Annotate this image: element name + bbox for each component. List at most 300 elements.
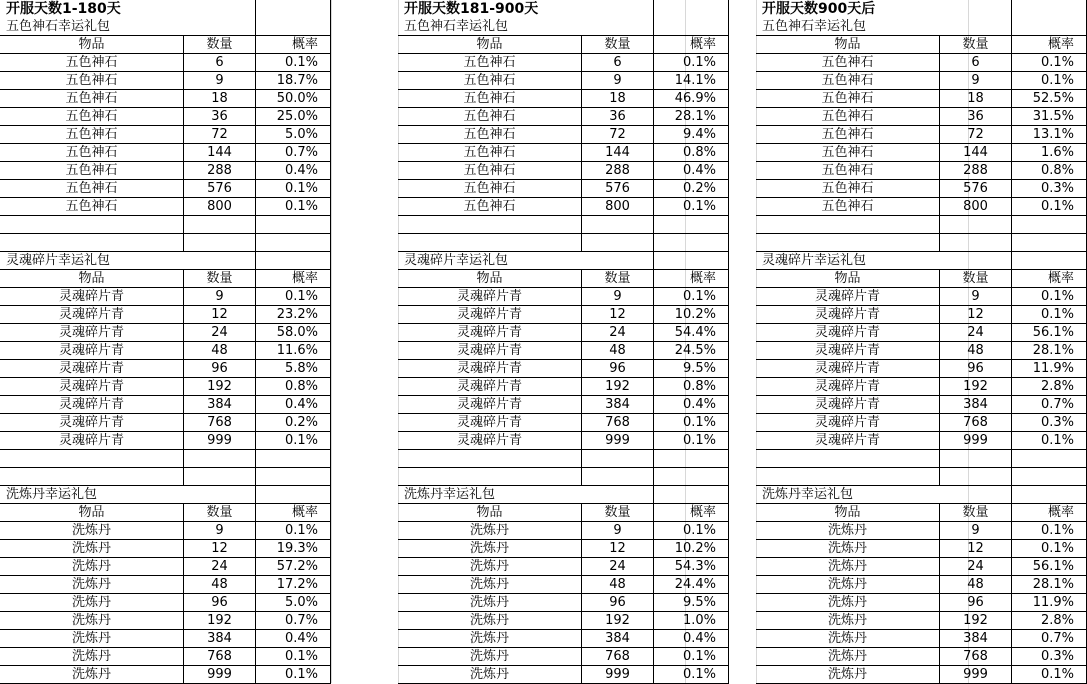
- item-cell[interactable]: 洗炼丹: [398, 558, 582, 576]
- item-cell[interactable]: 灵魂碎片青: [398, 396, 582, 414]
- quantity-cell[interactable]: 384: [582, 630, 654, 648]
- item-cell[interactable]: 五色神石: [0, 108, 184, 126]
- item-cell[interactable]: 洗炼丹: [398, 576, 582, 594]
- probability-cell[interactable]: 0.2%: [654, 180, 729, 198]
- item-cell[interactable]: 灵魂碎片青: [756, 288, 940, 306]
- item-cell[interactable]: 灵魂碎片青: [0, 288, 184, 306]
- quantity-cell[interactable]: 96: [184, 594, 256, 612]
- empty-cell[interactable]: [184, 486, 256, 504]
- probability-cell[interactable]: 11.9%: [1012, 360, 1087, 378]
- header-probability[interactable]: 概率: [654, 504, 729, 522]
- probability-cell[interactable]: 0.3%: [1012, 414, 1087, 432]
- quantity-cell[interactable]: 768: [184, 648, 256, 666]
- quantity-cell[interactable]: 12: [582, 306, 654, 324]
- empty-cell[interactable]: [582, 216, 654, 234]
- item-cell[interactable]: 五色神石: [0, 72, 184, 90]
- quantity-cell[interactable]: 768: [184, 414, 256, 432]
- item-cell[interactable]: 洗炼丹: [756, 594, 940, 612]
- quantity-cell[interactable]: 384: [184, 396, 256, 414]
- section-title[interactable]: 灵魂碎片幸运礼包: [398, 252, 582, 270]
- section-title[interactable]: 灵魂碎片幸运礼包: [0, 252, 184, 270]
- item-cell[interactable]: 五色神石: [398, 90, 582, 108]
- quantity-cell[interactable]: 12: [582, 540, 654, 558]
- empty-cell[interactable]: [940, 18, 1012, 36]
- probability-cell[interactable]: 57.2%: [256, 558, 331, 576]
- quantity-cell[interactable]: 48: [184, 342, 256, 360]
- probability-cell[interactable]: 0.8%: [1012, 162, 1087, 180]
- quantity-cell[interactable]: 12: [940, 306, 1012, 324]
- probability-cell[interactable]: 0.7%: [256, 612, 331, 630]
- probability-cell[interactable]: 0.8%: [256, 378, 331, 396]
- item-cell[interactable]: 灵魂碎片青: [398, 324, 582, 342]
- empty-cell[interactable]: [0, 234, 184, 252]
- header-quantity[interactable]: 数量: [582, 504, 654, 522]
- item-cell[interactable]: 灵魂碎片青: [398, 378, 582, 396]
- quantity-cell[interactable]: 24: [582, 324, 654, 342]
- quantity-cell[interactable]: 48: [582, 342, 654, 360]
- empty-cell[interactable]: [256, 252, 331, 270]
- empty-cell[interactable]: [398, 468, 582, 486]
- item-cell[interactable]: 灵魂碎片青: [0, 342, 184, 360]
- probability-cell[interactable]: 2.8%: [1012, 378, 1087, 396]
- quantity-cell[interactable]: 9: [184, 72, 256, 90]
- probability-cell[interactable]: 0.1%: [1012, 306, 1087, 324]
- header-quantity[interactable]: 数量: [940, 270, 1012, 288]
- item-cell[interactable]: 五色神石: [756, 126, 940, 144]
- quantity-cell[interactable]: 9: [184, 522, 256, 540]
- item-cell[interactable]: 洗炼丹: [0, 558, 184, 576]
- probability-cell[interactable]: 24.4%: [654, 576, 729, 594]
- empty-cell[interactable]: [184, 234, 256, 252]
- item-cell[interactable]: 灵魂碎片青: [756, 306, 940, 324]
- quantity-cell[interactable]: 768: [582, 648, 654, 666]
- item-cell[interactable]: 洗炼丹: [756, 558, 940, 576]
- item-cell[interactable]: 五色神石: [756, 198, 940, 216]
- probability-cell[interactable]: 0.8%: [654, 378, 729, 396]
- quantity-cell[interactable]: 800: [184, 198, 256, 216]
- header-quantity[interactable]: 数量: [184, 504, 256, 522]
- probability-cell[interactable]: 13.1%: [1012, 126, 1087, 144]
- header-quantity[interactable]: 数量: [582, 36, 654, 54]
- probability-cell[interactable]: 0.1%: [654, 648, 729, 666]
- probability-cell[interactable]: 0.7%: [256, 144, 331, 162]
- quantity-cell[interactable]: 288: [582, 162, 654, 180]
- probability-cell[interactable]: 31.5%: [1012, 108, 1087, 126]
- period-header[interactable]: 开服天数900天后: [762, 1, 876, 17]
- empty-cell[interactable]: [256, 486, 331, 504]
- quantity-cell[interactable]: 999: [582, 432, 654, 450]
- quantity-cell[interactable]: 6: [940, 54, 1012, 72]
- probability-cell[interactable]: 11.9%: [1012, 594, 1087, 612]
- quantity-cell[interactable]: 9: [940, 522, 1012, 540]
- item-cell[interactable]: 洗炼丹: [756, 666, 940, 684]
- item-cell[interactable]: 洗炼丹: [0, 540, 184, 558]
- item-cell[interactable]: 五色神石: [756, 54, 940, 72]
- empty-cell[interactable]: [756, 234, 940, 252]
- probability-cell[interactable]: 0.1%: [654, 666, 729, 684]
- quantity-cell[interactable]: 96: [582, 360, 654, 378]
- probability-cell[interactable]: 28.1%: [1012, 576, 1087, 594]
- item-cell[interactable]: 洗炼丹: [0, 648, 184, 666]
- empty-cell[interactable]: [184, 450, 256, 468]
- probability-cell[interactable]: 0.4%: [256, 162, 331, 180]
- empty-cell[interactable]: [398, 234, 582, 252]
- probability-cell[interactable]: 50.0%: [256, 90, 331, 108]
- item-cell[interactable]: 灵魂碎片青: [756, 396, 940, 414]
- header-quantity[interactable]: 数量: [940, 504, 1012, 522]
- quantity-cell[interactable]: 192: [940, 612, 1012, 630]
- header-quantity[interactable]: 数量: [582, 270, 654, 288]
- header-probability[interactable]: 概率: [256, 36, 331, 54]
- probability-cell[interactable]: 0.1%: [256, 288, 331, 306]
- quantity-cell[interactable]: 192: [184, 612, 256, 630]
- probability-cell[interactable]: 0.2%: [256, 414, 331, 432]
- item-cell[interactable]: 洗炼丹: [398, 612, 582, 630]
- probability-cell[interactable]: 0.4%: [256, 396, 331, 414]
- probability-cell[interactable]: 0.1%: [654, 54, 729, 72]
- quantity-cell[interactable]: 9: [940, 288, 1012, 306]
- quantity-cell[interactable]: 24: [184, 324, 256, 342]
- empty-cell[interactable]: [940, 486, 1012, 504]
- quantity-cell[interactable]: 384: [184, 630, 256, 648]
- quantity-cell[interactable]: 6: [582, 54, 654, 72]
- quantity-cell[interactable]: 96: [940, 360, 1012, 378]
- item-cell[interactable]: 灵魂碎片青: [398, 360, 582, 378]
- item-cell[interactable]: 洗炼丹: [756, 540, 940, 558]
- quantity-cell[interactable]: 72: [582, 126, 654, 144]
- quantity-cell[interactable]: 192: [582, 378, 654, 396]
- item-cell[interactable]: 五色神石: [398, 108, 582, 126]
- probability-cell[interactable]: 28.1%: [654, 108, 729, 126]
- empty-cell[interactable]: [582, 450, 654, 468]
- quantity-cell[interactable]: 9: [582, 72, 654, 90]
- item-cell[interactable]: 洗炼丹: [756, 630, 940, 648]
- header-item[interactable]: 物品: [756, 36, 940, 54]
- probability-cell[interactable]: 10.2%: [654, 306, 729, 324]
- item-cell[interactable]: 灵魂碎片青: [756, 342, 940, 360]
- empty-cell[interactable]: [0, 216, 184, 234]
- empty-cell[interactable]: [1012, 486, 1087, 504]
- item-cell[interactable]: 灵魂碎片青: [0, 414, 184, 432]
- quantity-cell[interactable]: 6: [184, 54, 256, 72]
- quantity-cell[interactable]: 72: [940, 126, 1012, 144]
- header-quantity[interactable]: 数量: [184, 270, 256, 288]
- item-cell[interactable]: 灵魂碎片青: [398, 306, 582, 324]
- quantity-cell[interactable]: 800: [582, 198, 654, 216]
- item-cell[interactable]: 五色神石: [398, 72, 582, 90]
- probability-cell[interactable]: 0.7%: [1012, 396, 1087, 414]
- quantity-cell[interactable]: 48: [184, 576, 256, 594]
- quantity-cell[interactable]: 999: [940, 666, 1012, 684]
- item-cell[interactable]: 灵魂碎片青: [398, 414, 582, 432]
- quantity-cell[interactable]: 192: [184, 378, 256, 396]
- item-cell[interactable]: 洗炼丹: [0, 666, 184, 684]
- quantity-cell[interactable]: 288: [184, 162, 256, 180]
- period-header[interactable]: 开服天数181-900天: [404, 1, 539, 17]
- item-cell[interactable]: 五色神石: [0, 54, 184, 72]
- item-cell[interactable]: 灵魂碎片青: [756, 432, 940, 450]
- probability-cell[interactable]: 19.3%: [256, 540, 331, 558]
- item-cell[interactable]: 洗炼丹: [0, 522, 184, 540]
- item-cell[interactable]: 洗炼丹: [398, 666, 582, 684]
- item-cell[interactable]: 灵魂碎片青: [0, 396, 184, 414]
- quantity-cell[interactable]: 24: [582, 558, 654, 576]
- probability-cell[interactable]: 23.2%: [256, 306, 331, 324]
- empty-cell[interactable]: [1012, 252, 1087, 270]
- probability-cell[interactable]: 0.1%: [654, 414, 729, 432]
- probability-cell[interactable]: 0.1%: [1012, 540, 1087, 558]
- quantity-cell[interactable]: 18: [184, 90, 256, 108]
- section-title[interactable]: 五色神石幸运礼包: [398, 18, 582, 36]
- item-cell[interactable]: 灵魂碎片青: [0, 324, 184, 342]
- quantity-cell[interactable]: 768: [582, 414, 654, 432]
- probability-cell[interactable]: 28.1%: [1012, 342, 1087, 360]
- item-cell[interactable]: 洗炼丹: [0, 612, 184, 630]
- probability-cell[interactable]: 0.3%: [1012, 180, 1087, 198]
- header-probability[interactable]: 概率: [1012, 504, 1087, 522]
- quantity-cell[interactable]: 192: [940, 378, 1012, 396]
- header-item[interactable]: 物品: [0, 36, 184, 54]
- header-item[interactable]: 物品: [398, 36, 582, 54]
- probability-cell[interactable]: 0.1%: [1012, 522, 1087, 540]
- probability-cell[interactable]: 0.1%: [1012, 54, 1087, 72]
- item-cell[interactable]: 五色神石: [0, 90, 184, 108]
- item-cell[interactable]: 洗炼丹: [398, 594, 582, 612]
- probability-cell[interactable]: 0.4%: [256, 630, 331, 648]
- item-cell[interactable]: 五色神石: [398, 126, 582, 144]
- probability-cell[interactable]: 0.1%: [654, 432, 729, 450]
- empty-cell[interactable]: [256, 234, 331, 252]
- quantity-cell[interactable]: 999: [184, 666, 256, 684]
- item-cell[interactable]: 五色神石: [398, 162, 582, 180]
- empty-cell[interactable]: [654, 486, 729, 504]
- quantity-cell[interactable]: 12: [184, 306, 256, 324]
- probability-cell[interactable]: 25.0%: [256, 108, 331, 126]
- probability-cell[interactable]: 0.1%: [654, 198, 729, 216]
- header-quantity[interactable]: 数量: [940, 36, 1012, 54]
- header-item[interactable]: 物品: [0, 270, 184, 288]
- quantity-cell[interactable]: 288: [940, 162, 1012, 180]
- quantity-cell[interactable]: 9: [582, 522, 654, 540]
- probability-cell[interactable]: 14.1%: [654, 72, 729, 90]
- item-cell[interactable]: 灵魂碎片青: [756, 324, 940, 342]
- empty-cell[interactable]: [1012, 18, 1087, 36]
- quantity-cell[interactable]: 48: [940, 576, 1012, 594]
- probability-cell[interactable]: 1.0%: [654, 612, 729, 630]
- item-cell[interactable]: 五色神石: [398, 54, 582, 72]
- item-cell[interactable]: 洗炼丹: [0, 630, 184, 648]
- header-item[interactable]: 物品: [398, 270, 582, 288]
- item-cell[interactable]: 灵魂碎片青: [398, 288, 582, 306]
- empty-cell[interactable]: [184, 468, 256, 486]
- item-cell[interactable]: 灵魂碎片青: [0, 378, 184, 396]
- quantity-cell[interactable]: 36: [940, 108, 1012, 126]
- probability-cell[interactable]: 11.6%: [256, 342, 331, 360]
- empty-cell[interactable]: [1012, 0, 1087, 18]
- probability-cell[interactable]: 5.8%: [256, 360, 331, 378]
- empty-cell[interactable]: [582, 468, 654, 486]
- quantity-cell[interactable]: 999: [184, 432, 256, 450]
- item-cell[interactable]: 五色神石: [756, 180, 940, 198]
- quantity-cell[interactable]: 96: [940, 594, 1012, 612]
- probability-cell[interactable]: 56.1%: [1012, 558, 1087, 576]
- probability-cell[interactable]: 0.1%: [654, 522, 729, 540]
- empty-cell[interactable]: [256, 216, 331, 234]
- probability-cell[interactable]: 17.2%: [256, 576, 331, 594]
- quantity-cell[interactable]: 192: [582, 612, 654, 630]
- probability-cell[interactable]: 0.3%: [1012, 648, 1087, 666]
- empty-cell[interactable]: [184, 0, 256, 18]
- item-cell[interactable]: 洗炼丹: [756, 522, 940, 540]
- item-cell[interactable]: 洗炼丹: [0, 576, 184, 594]
- item-cell[interactable]: 五色神石: [0, 144, 184, 162]
- quantity-cell[interactable]: 36: [184, 108, 256, 126]
- item-cell[interactable]: 洗炼丹: [398, 540, 582, 558]
- quantity-cell[interactable]: 576: [940, 180, 1012, 198]
- probability-cell[interactable]: 54.3%: [654, 558, 729, 576]
- quantity-cell[interactable]: 96: [582, 594, 654, 612]
- item-cell[interactable]: 五色神石: [0, 126, 184, 144]
- empty-cell[interactable]: [1012, 468, 1087, 486]
- probability-cell[interactable]: 18.7%: [256, 72, 331, 90]
- probability-cell[interactable]: 0.1%: [1012, 72, 1087, 90]
- item-cell[interactable]: 五色神石: [398, 198, 582, 216]
- probability-cell[interactable]: 24.5%: [654, 342, 729, 360]
- item-cell[interactable]: 洗炼丹: [756, 648, 940, 666]
- probability-cell[interactable]: 0.1%: [654, 288, 729, 306]
- header-probability[interactable]: 概率: [256, 504, 331, 522]
- quantity-cell[interactable]: 384: [582, 396, 654, 414]
- empty-cell[interactable]: [756, 216, 940, 234]
- quantity-cell[interactable]: 384: [940, 396, 1012, 414]
- section-title[interactable]: 洗炼丹幸运礼包: [0, 486, 184, 504]
- quantity-cell[interactable]: 800: [940, 198, 1012, 216]
- quantity-cell[interactable]: 24: [940, 324, 1012, 342]
- item-cell[interactable]: 洗炼丹: [398, 630, 582, 648]
- empty-cell[interactable]: [940, 252, 1012, 270]
- quantity-cell[interactable]: 48: [582, 576, 654, 594]
- empty-cell[interactable]: [756, 468, 940, 486]
- quantity-cell[interactable]: 144: [940, 144, 1012, 162]
- quantity-cell[interactable]: 96: [184, 360, 256, 378]
- empty-cell[interactable]: [654, 234, 729, 252]
- quantity-cell[interactable]: 144: [582, 144, 654, 162]
- probability-cell[interactable]: 0.1%: [256, 522, 331, 540]
- empty-cell[interactable]: [0, 450, 184, 468]
- empty-cell[interactable]: [1012, 216, 1087, 234]
- empty-cell[interactable]: [256, 450, 331, 468]
- item-cell[interactable]: 灵魂碎片青: [398, 432, 582, 450]
- quantity-cell[interactable]: 384: [940, 630, 1012, 648]
- probability-cell[interactable]: 58.0%: [256, 324, 331, 342]
- probability-cell[interactable]: 0.1%: [256, 198, 331, 216]
- quantity-cell[interactable]: 999: [582, 666, 654, 684]
- quantity-cell[interactable]: 768: [940, 648, 1012, 666]
- probability-cell[interactable]: 56.1%: [1012, 324, 1087, 342]
- header-probability[interactable]: 概率: [654, 270, 729, 288]
- empty-cell[interactable]: [256, 468, 331, 486]
- quantity-cell[interactable]: 999: [940, 432, 1012, 450]
- probability-cell[interactable]: 54.4%: [654, 324, 729, 342]
- probability-cell[interactable]: 0.7%: [1012, 630, 1087, 648]
- quantity-cell[interactable]: 48: [940, 342, 1012, 360]
- item-cell[interactable]: 五色神石: [756, 72, 940, 90]
- probability-cell[interactable]: 0.8%: [654, 144, 729, 162]
- item-cell[interactable]: 灵魂碎片青: [0, 306, 184, 324]
- empty-cell[interactable]: [256, 18, 331, 36]
- empty-cell[interactable]: [654, 0, 729, 18]
- probability-cell[interactable]: 9.5%: [654, 594, 729, 612]
- item-cell[interactable]: 洗炼丹: [756, 612, 940, 630]
- quantity-cell[interactable]: 9: [940, 72, 1012, 90]
- probability-cell[interactable]: 9.4%: [654, 126, 729, 144]
- item-cell[interactable]: 五色神石: [0, 180, 184, 198]
- section-title[interactable]: 五色神石幸运礼包: [756, 18, 940, 36]
- header-quantity[interactable]: 数量: [184, 36, 256, 54]
- item-cell[interactable]: 五色神石: [398, 144, 582, 162]
- probability-cell[interactable]: 5.0%: [256, 126, 331, 144]
- quantity-cell[interactable]: 576: [582, 180, 654, 198]
- item-cell[interactable]: 灵魂碎片青: [756, 360, 940, 378]
- probability-cell[interactable]: 9.5%: [654, 360, 729, 378]
- header-item[interactable]: 物品: [756, 504, 940, 522]
- quantity-cell[interactable]: 24: [184, 558, 256, 576]
- item-cell[interactable]: 灵魂碎片青: [0, 432, 184, 450]
- probability-cell[interactable]: 0.1%: [1012, 198, 1087, 216]
- empty-cell[interactable]: [654, 216, 729, 234]
- item-cell[interactable]: 灵魂碎片青: [0, 360, 184, 378]
- probability-cell[interactable]: 0.1%: [1012, 666, 1087, 684]
- item-cell[interactable]: 五色神石: [756, 90, 940, 108]
- item-cell[interactable]: 洗炼丹: [756, 576, 940, 594]
- empty-cell[interactable]: [1012, 450, 1087, 468]
- empty-cell[interactable]: [940, 0, 1012, 18]
- section-title[interactable]: 灵魂碎片幸运礼包: [756, 252, 940, 270]
- empty-cell[interactable]: [0, 468, 184, 486]
- header-probability[interactable]: 概率: [1012, 36, 1087, 54]
- empty-cell[interactable]: [184, 216, 256, 234]
- item-cell[interactable]: 灵魂碎片青: [398, 342, 582, 360]
- probability-cell[interactable]: 0.1%: [1012, 432, 1087, 450]
- probability-cell[interactable]: 52.5%: [1012, 90, 1087, 108]
- section-title[interactable]: 洗炼丹幸运礼包: [756, 486, 940, 504]
- empty-cell[interactable]: [582, 234, 654, 252]
- empty-cell[interactable]: [654, 252, 729, 270]
- empty-cell[interactable]: [940, 216, 1012, 234]
- header-item[interactable]: 物品: [398, 504, 582, 522]
- probability-cell[interactable]: 0.4%: [654, 162, 729, 180]
- quantity-cell[interactable]: 72: [184, 126, 256, 144]
- item-cell[interactable]: 洗炼丹: [398, 648, 582, 666]
- probability-cell[interactable]: 0.1%: [256, 666, 331, 684]
- probability-cell[interactable]: 0.4%: [654, 630, 729, 648]
- item-cell[interactable]: 洗炼丹: [0, 594, 184, 612]
- item-cell[interactable]: 灵魂碎片青: [756, 378, 940, 396]
- quantity-cell[interactable]: 18: [582, 90, 654, 108]
- probability-cell[interactable]: 0.1%: [256, 54, 331, 72]
- item-cell[interactable]: 五色神石: [756, 162, 940, 180]
- empty-cell[interactable]: [184, 252, 256, 270]
- probability-cell[interactable]: 0.1%: [256, 180, 331, 198]
- empty-cell[interactable]: [756, 450, 940, 468]
- header-probability[interactable]: 概率: [256, 270, 331, 288]
- header-item[interactable]: 物品: [756, 270, 940, 288]
- probability-cell[interactable]: 0.1%: [256, 648, 331, 666]
- empty-cell[interactable]: [398, 450, 582, 468]
- item-cell[interactable]: 五色神石: [756, 144, 940, 162]
- item-cell[interactable]: 五色神石: [398, 180, 582, 198]
- empty-cell[interactable]: [582, 18, 654, 36]
